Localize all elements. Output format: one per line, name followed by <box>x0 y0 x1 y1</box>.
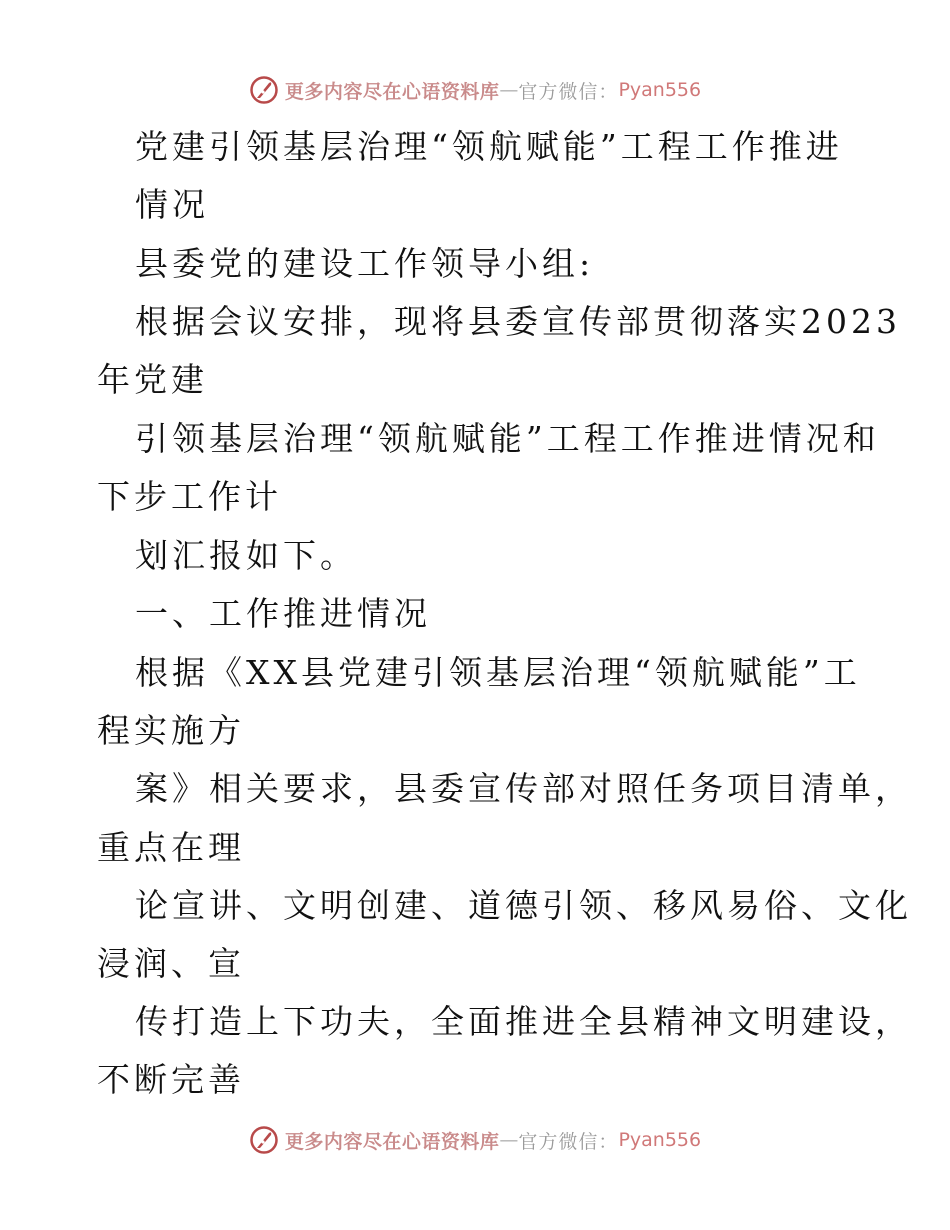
document-text-line: 重点在理 <box>97 828 245 867</box>
document-text-line: 程实施方 <box>97 711 245 750</box>
watermark-wechat-label: 官方微信： <box>518 80 619 103</box>
quill-pen-circle-icon <box>249 75 279 105</box>
document-text-line: 浸润、宣 <box>97 944 245 983</box>
document-title-line-1: 党建引领基层治理“领航赋能”工程工作推进 <box>135 127 843 166</box>
watermark-brand-text: 更多内容尽在心语资料库 <box>284 80 500 103</box>
document-text-line: 根据《XX县党建引领基层治理“领航赋能”工 <box>135 653 861 692</box>
document-section-heading: 一、工作推进情况 <box>135 594 431 633</box>
document-text-line: 论宣讲、文明创建、道德引领、移风易俗、文化 <box>135 886 912 925</box>
watermark-banner-bottom <box>0 1120 950 1160</box>
document-title-line-2: 情况 <box>135 185 209 224</box>
document-text-line: 年党建 <box>97 360 208 399</box>
watermark-wechat-label: 官方微信： <box>518 1130 619 1153</box>
document-text-line: 传打造上下功夫，全面推进全县精神文明建设， <box>135 1002 912 1041</box>
document-text-line: 引领基层治理“领航赋能”工程工作推进情况和 <box>135 419 880 458</box>
document-text-line: 不断完善 <box>97 1060 245 1099</box>
quill-pen-circle-icon <box>249 1125 279 1155</box>
watermark-separator: — <box>499 1129 519 1151</box>
document-text-line: 根据会议安排，现将县委宣传部贯彻落实2023 <box>135 302 901 341</box>
watermark-separator: — <box>499 79 519 101</box>
document-text-line: 案》相关要求，县委宣传部对照任务项目清单， <box>135 769 912 808</box>
document-text-line: 下步工作计 <box>97 477 282 516</box>
watermark-banner-top <box>0 70 950 110</box>
document-addressee: 县委党的建设工作领导小组: <box>135 244 595 283</box>
document-text-line: 划汇报如下。 <box>135 536 357 575</box>
watermark-wechat-id: Pyan556 <box>618 79 702 101</box>
watermark-brand-text: 更多内容尽在心语资料库 <box>284 1130 500 1153</box>
watermark-wechat-id: Pyan556 <box>618 1129 702 1151</box>
